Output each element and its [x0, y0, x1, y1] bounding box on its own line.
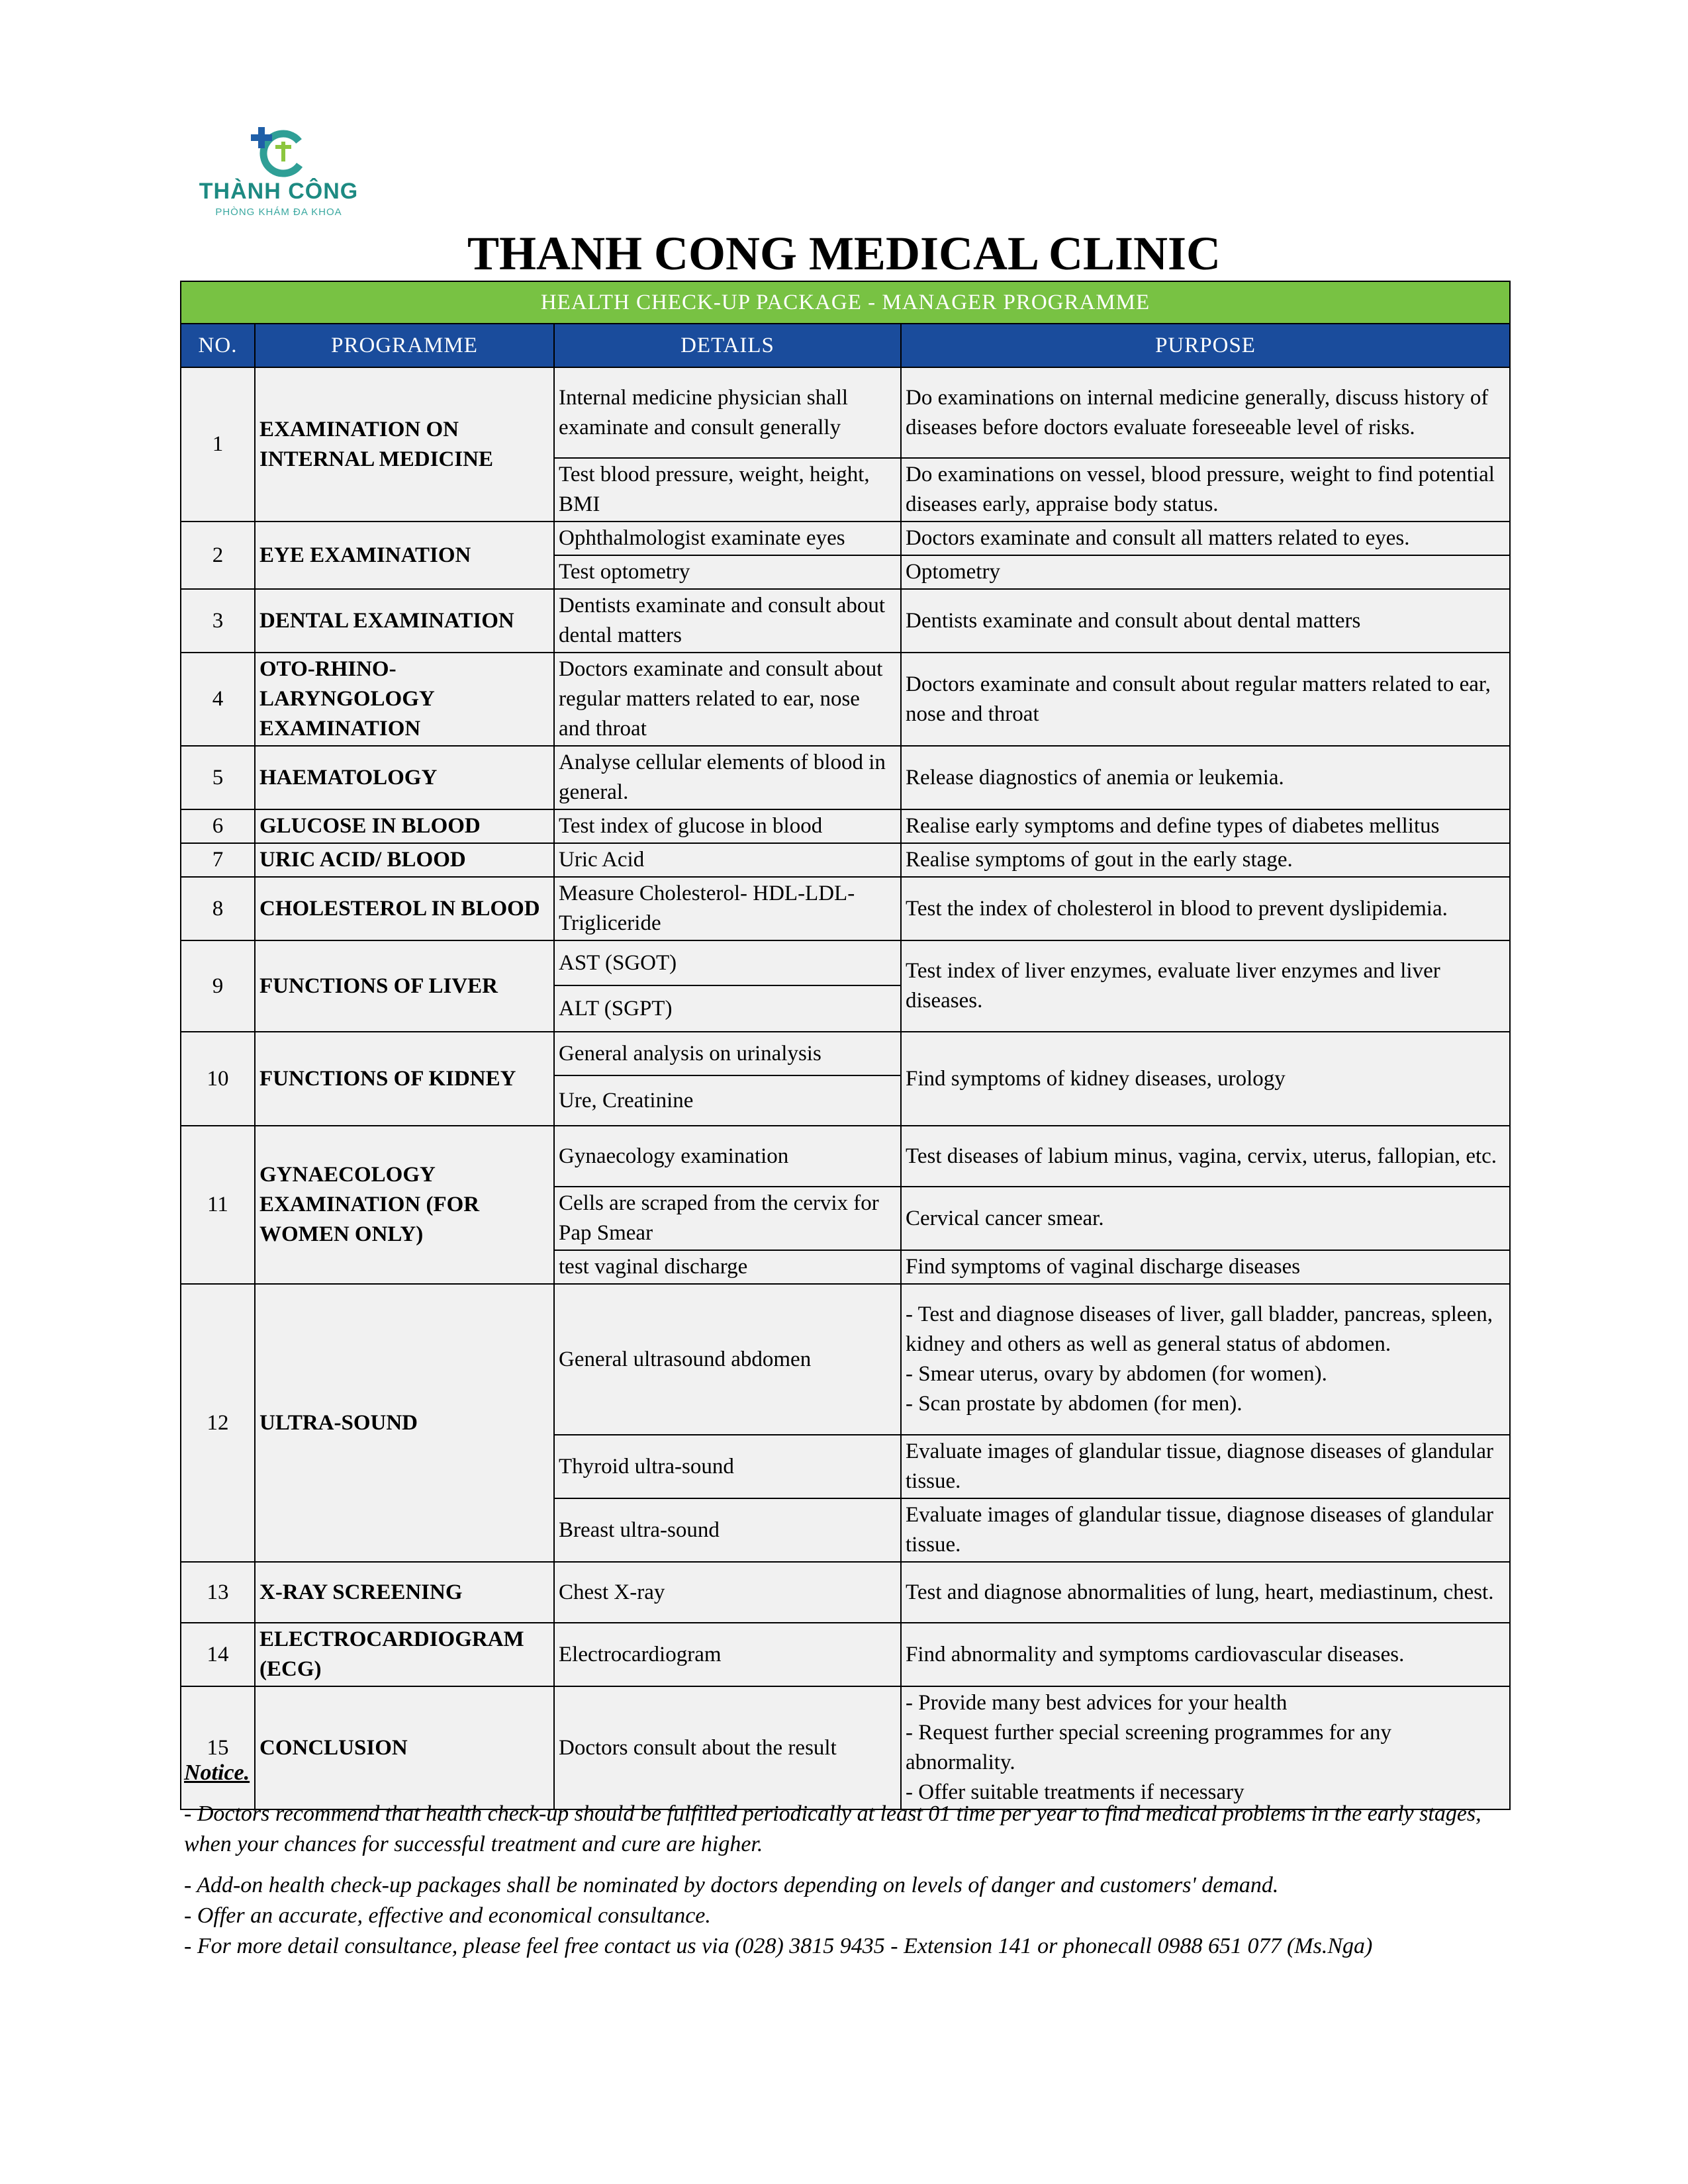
row-number: 2 [181, 522, 255, 589]
detail-cell: Gynaecology examination [554, 1126, 901, 1187]
package-banner: HEALTH CHECK-UP PACKAGE - MANAGER PROGRAMME [181, 281, 1510, 324]
notice-line: - For more detail consultance, please feel free contact us via (028) 3815 9435 - Extension 141 or phonecall 0988 651 077 (Ms.Nga) [184, 1934, 1373, 1958]
detail-cell: Thyroid ultra-sound [554, 1435, 901, 1498]
detail-cell: Electrocardiogram [554, 1623, 901, 1686]
programme-name: EYE EXAMINATION [255, 522, 554, 589]
purpose-cell: Find symptoms of vaginal discharge diseases [901, 1250, 1510, 1284]
purpose-cell: Doctors examinate and consult all matters related to eyes. [901, 522, 1510, 555]
detail-cell: AST (SGOT) [554, 940, 901, 985]
logo-brand: THÀNH CÔNG [199, 179, 359, 204]
detail-cell: test vaginal discharge [554, 1250, 901, 1284]
page-title: THANH CONG MEDICAL CLINIC [467, 227, 1221, 280]
purpose-cell: Optometry [901, 555, 1510, 589]
purpose-cell: Realise early symptoms and define types of diabetes mellitus [901, 809, 1510, 843]
programme-name: ULTRA-SOUND [255, 1284, 554, 1562]
notice-line: - Offer an accurate, effective and economical consultance. [184, 1903, 711, 1928]
detail-cell: Ure, Creatinine [554, 1075, 901, 1126]
detail-cell: Uric Acid [554, 843, 901, 877]
col-header-programme: PROGRAMME [255, 324, 554, 367]
purpose-cell: Evaluate images of glandular tissue, diagnose diseases of glandular tissue. [901, 1498, 1510, 1562]
programme-name: HAEMATOLOGY [255, 746, 554, 809]
purpose-line: - Smear uterus, ovary by abdomen (for women). [906, 1362, 1327, 1386]
purpose-cell: Release diagnostics of anemia or leukemia. [901, 746, 1510, 809]
programme-name: X-RAY SCREENING [255, 1562, 554, 1623]
clinic-logo [196, 123, 361, 222]
detail-cell: Doctors examinate and consult about regular matters related to ear, nose and throat [554, 653, 901, 746]
detail-cell: Cells are scraped from the cervix for Pap Smear [554, 1187, 901, 1250]
row-number: 7 [181, 843, 255, 877]
detail-cell: General ultrasound abdomen [554, 1284, 901, 1435]
clinic-cross-c-logo-icon [244, 123, 314, 179]
detail-cell: Test index of glucose in blood [554, 809, 901, 843]
purpose-line: - Scan prostate by abdomen (for men). [906, 1392, 1243, 1416]
purpose-line: - Test and diagnose diseases of liver, gall bladder, pancreas, spleen, kidney and others as well as general status of abdomen. [906, 1302, 1493, 1356]
row-number: 6 [181, 809, 255, 843]
programme-name: DENTAL EXAMINATION [255, 589, 554, 653]
purpose-cell: Do examinations on internal medicine generally, discuss history of diseases before doctors evaluate foreseeable level of risks. [901, 367, 1510, 458]
detail-cell: Test optometry [554, 555, 901, 589]
purpose-cell: Do examinations on vessel, blood pressure, weight to find potential diseases early, appraise body status. [901, 458, 1510, 522]
detail-cell: Chest X-ray [554, 1562, 901, 1623]
row-number: 13 [181, 1562, 255, 1623]
programme-name: CONCLUSION [255, 1686, 554, 1809]
programme-name: EXAMINATION ON INTERNAL MEDICINE [255, 367, 554, 522]
detail-cell: Dentists examinate and consult about dental matters [554, 589, 901, 653]
row-number: 4 [181, 653, 255, 746]
detail-cell: Analyse cellular elements of blood in general. [554, 746, 901, 809]
notice-section [184, 1758, 1508, 1962]
programme-name: FUNCTIONS OF KIDNEY [255, 1032, 554, 1126]
detail-cell: General analysis on urinalysis [554, 1032, 901, 1075]
purpose-line: - Request further special screening programmes for any abnormality. [906, 1721, 1391, 1774]
purpose-cell: Dentists examinate and consult about dental matters [901, 589, 1510, 653]
notice-line: - Add-on health check-up packages shall be nominated by doctors depending on levels of danger and customers' demand. [184, 1873, 1279, 1897]
purpose-cell [901, 1284, 1510, 1435]
detail-cell: Breast ultra-sound [554, 1498, 901, 1562]
package-table [180, 281, 1511, 1810]
row-number: 12 [181, 1284, 255, 1562]
purpose-cell: Find abnormality and symptoms cardiovascular diseases. [901, 1623, 1510, 1686]
row-number: 11 [181, 1126, 255, 1284]
purpose-line: - Offer suitable treatments if necessary [906, 1780, 1244, 1804]
row-number: 8 [181, 877, 255, 940]
programme-name: FUNCTIONS OF LIVER [255, 940, 554, 1032]
row-number: 1 [181, 367, 255, 522]
notice-line: - Doctors recommend that health check-up should be fulfilled periodically at least 01 time per year to find medical problems in the early stages, when your chances for successful treatment and cure are higher. [184, 1801, 1481, 1856]
detail-cell: Test blood pressure, weight, height, BMI [554, 458, 901, 522]
row-number: 15 [181, 1686, 255, 1809]
detail-cell: ALT (SGPT) [554, 985, 901, 1032]
row-number: 5 [181, 746, 255, 809]
detail-cell: Ophthalmologist examinate eyes [554, 522, 901, 555]
programme-name: GYNAECOLOGY EXAMINATION (FOR WOMEN ONLY) [255, 1126, 554, 1284]
programme-name: GLUCOSE IN BLOOD [255, 809, 554, 843]
purpose-cell: Test index of liver enzymes, evaluate liver enzymes and liver diseases. [901, 940, 1510, 1032]
detail-cell: Doctors consult about the result [554, 1686, 901, 1809]
row-number: 3 [181, 589, 255, 653]
purpose-cell: Cervical cancer smear. [901, 1187, 1510, 1250]
detail-cell: Internal medicine physician shall examinate and consult generally [554, 367, 901, 458]
col-header-details: DETAILS [554, 324, 901, 367]
programme-name: ELECTROCARDIOGRAM (ECG) [255, 1623, 554, 1686]
purpose-cell: Test and diagnose abnormalities of lung, heart, mediastinum, chest. [901, 1562, 1510, 1623]
programme-name: URIC ACID/ BLOOD [255, 843, 554, 877]
purpose-cell: Realise symptoms of gout in the early stage. [901, 843, 1510, 877]
purpose-cell: Doctors examinate and consult about regular matters related to ear, nose and throat [901, 653, 1510, 746]
purpose-line: - Provide many best advices for your health [906, 1691, 1288, 1715]
col-header-purpose: PURPOSE [901, 324, 1510, 367]
programme-name: CHOLESTEROL IN BLOOD [255, 877, 554, 940]
logo-subtitle: PHÒNG KHÁM ĐA KHOA [215, 206, 342, 218]
programme-name: OTO-RHINO-LARYNGOLOGY EXAMINATION [255, 653, 554, 746]
purpose-cell: Test diseases of labium minus, vagina, cervix, uterus, fallopian, etc. [901, 1126, 1510, 1187]
purpose-cell: Test the index of cholesterol in blood to prevent dyslipidemia. [901, 877, 1510, 940]
col-header-no: NO. [181, 324, 255, 367]
row-number: 10 [181, 1032, 255, 1126]
notice-title: Notice. [184, 1760, 250, 1785]
row-number: 9 [181, 940, 255, 1032]
purpose-cell: Find symptoms of kidney diseases, urology [901, 1032, 1510, 1126]
detail-cell: Measure Cholesterol- HDL-LDL-Trigliceride [554, 877, 901, 940]
purpose-cell: Evaluate images of glandular tissue, diagnose diseases of glandular tissue. [901, 1435, 1510, 1498]
row-number: 14 [181, 1623, 255, 1686]
